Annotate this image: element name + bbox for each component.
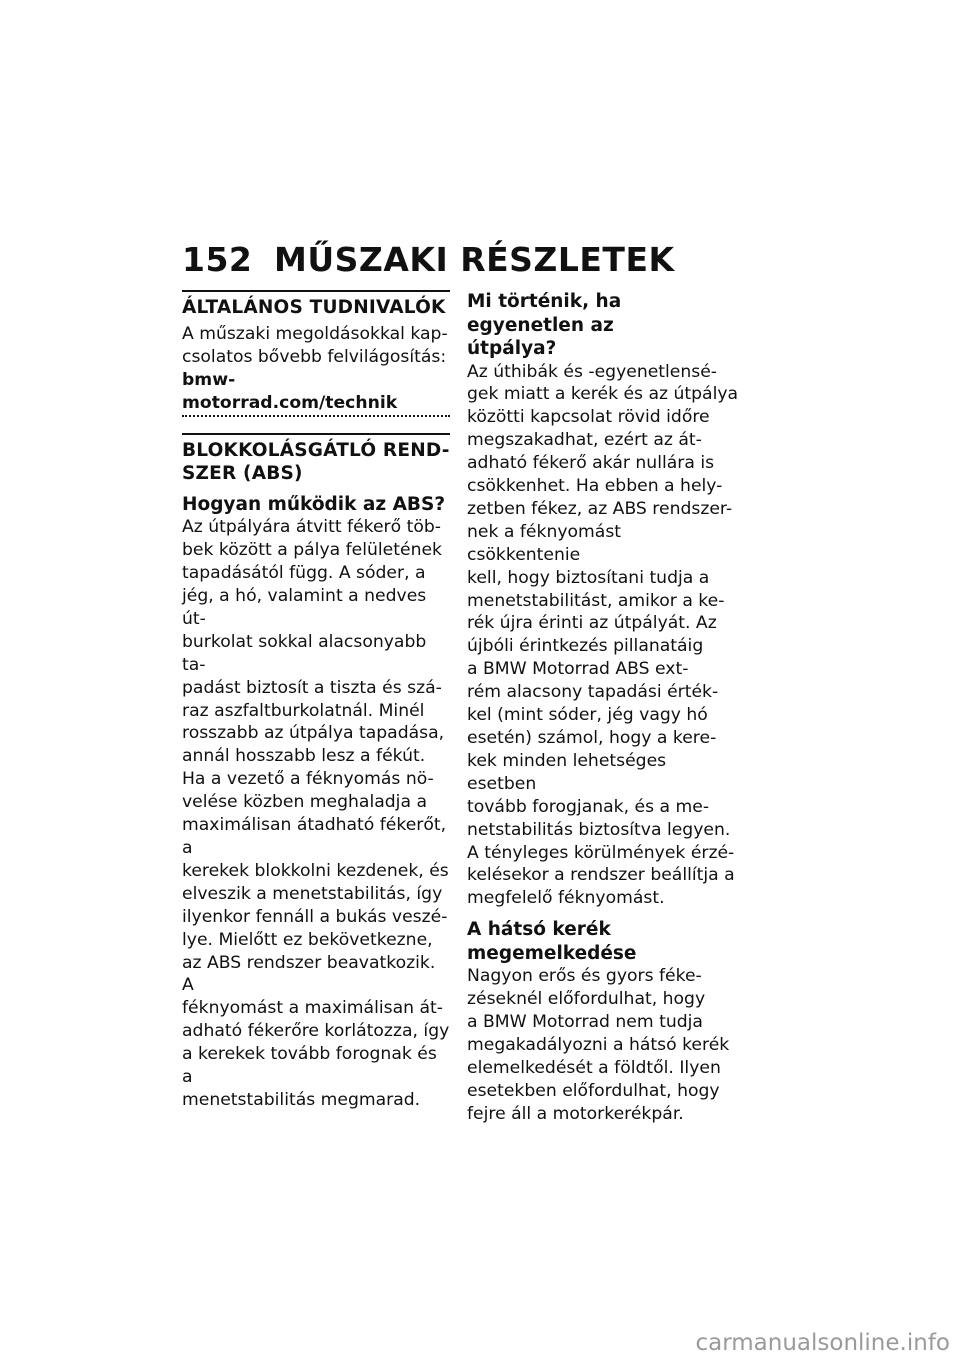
general-text: A műszaki megoldásokkal kap- csolatos bővebb felvilágosítás:: [182, 324, 448, 367]
section-divider: [182, 290, 450, 292]
uneven-paragraph-2: A tényleges körülmények érzé- kelésekor a rendszer beállítja a megfelelő féknyomást.: [467, 842, 735, 909]
left-column: [182, 290, 450, 1112]
page-header: [182, 240, 675, 279]
section-title-general: ÁLTALÁNOS TUDNIVALÓK: [182, 297, 446, 318]
rear-wheel-lift-heading: A hátsó kerék megemelkedése: [467, 919, 637, 964]
uneven-paragraph-1: Az úthibák és -egyenetlensé- gek miatt a kerék és az útpálya közötti kapcsolat rövid időre megszakadhat, ezért az át- adható fékerő akár nullára is csökkenhet. Ha ebben a hely- zetben fékez, az ABS rendszer- nek a féknyomást csökkentenie kell, hogy biztosítani tudja a menetstabilitást, amikor a ke- rék újra érinti az útpályát. Az újbóli érintkezés pillanatáig a BMW Motorrad ABS ext- rém alacsony tapadási érték- kel (mint sóder, jég vagy hó esetén) számol, hogy a kere- kek minden lehetséges esetben tovább forogjanak, és a me- netstabilitás biztosítva legyen.: [467, 361, 739, 840]
section-title-abs: BLOKKOLÁSGÁTLÓ REND- SZER (ABS): [182, 439, 450, 484]
rear-wheel-lift-paragraph: Nagyon erős és gyors féke- zéseknél előfordulhat, hogy a BMW Motorrad nem tudja megakadályozni a hátsó kerék elemelkedését a földtől. Ilyen esetekben előfordulhat, hogy fejre áll a motorkerékpár.: [467, 966, 730, 1124]
abs-paragraph-1: Az útpályára átvitt fékerő töb- bek között a pálya felületének tapadásától függ. A sóder, a jég, a hó, valamint a nedves út- burkolat sokkal alacsonyabb ta- padást biztosít a tiszta és szá- raz aszfaltburkolatnál. Minél rosszabb az útpálya tapadása, annál hosszabb lesz a fékút.: [182, 517, 445, 767]
right-column: [467, 290, 739, 1126]
technik-link[interactable]: bmw-motorrad.com/technik: [182, 369, 450, 417]
uneven-road-heading: Mi történik, ha egyenetlen az útpálya?: [467, 291, 622, 359]
section-divider: [182, 433, 450, 435]
abs-how-heading: Hogyan működik az ABS?: [182, 493, 446, 515]
page-number: 152: [182, 240, 253, 279]
abs-paragraph-2: Ha a vezető a féknyomás nö- velése közben meghaladja a maximálisan átadható fékerőt, a kerekek blokkolni kezdenek, és elveszik a menetstabilitás, így ilyenkor fennáll a bukás veszé- lye. Mielőtt ez bekövetkezne, az ABS rendszer beavatkozik. A féknyomást a maximálisan át- adható fékerőre korlátozza, így a kerekek tovább forognak és a menetstabilitás megmarad.: [182, 769, 450, 1110]
watermark: carmanualsonline.info: [695, 1330, 950, 1356]
chapter-title: MŰSZAKI RÉSZLETEK: [274, 240, 675, 279]
